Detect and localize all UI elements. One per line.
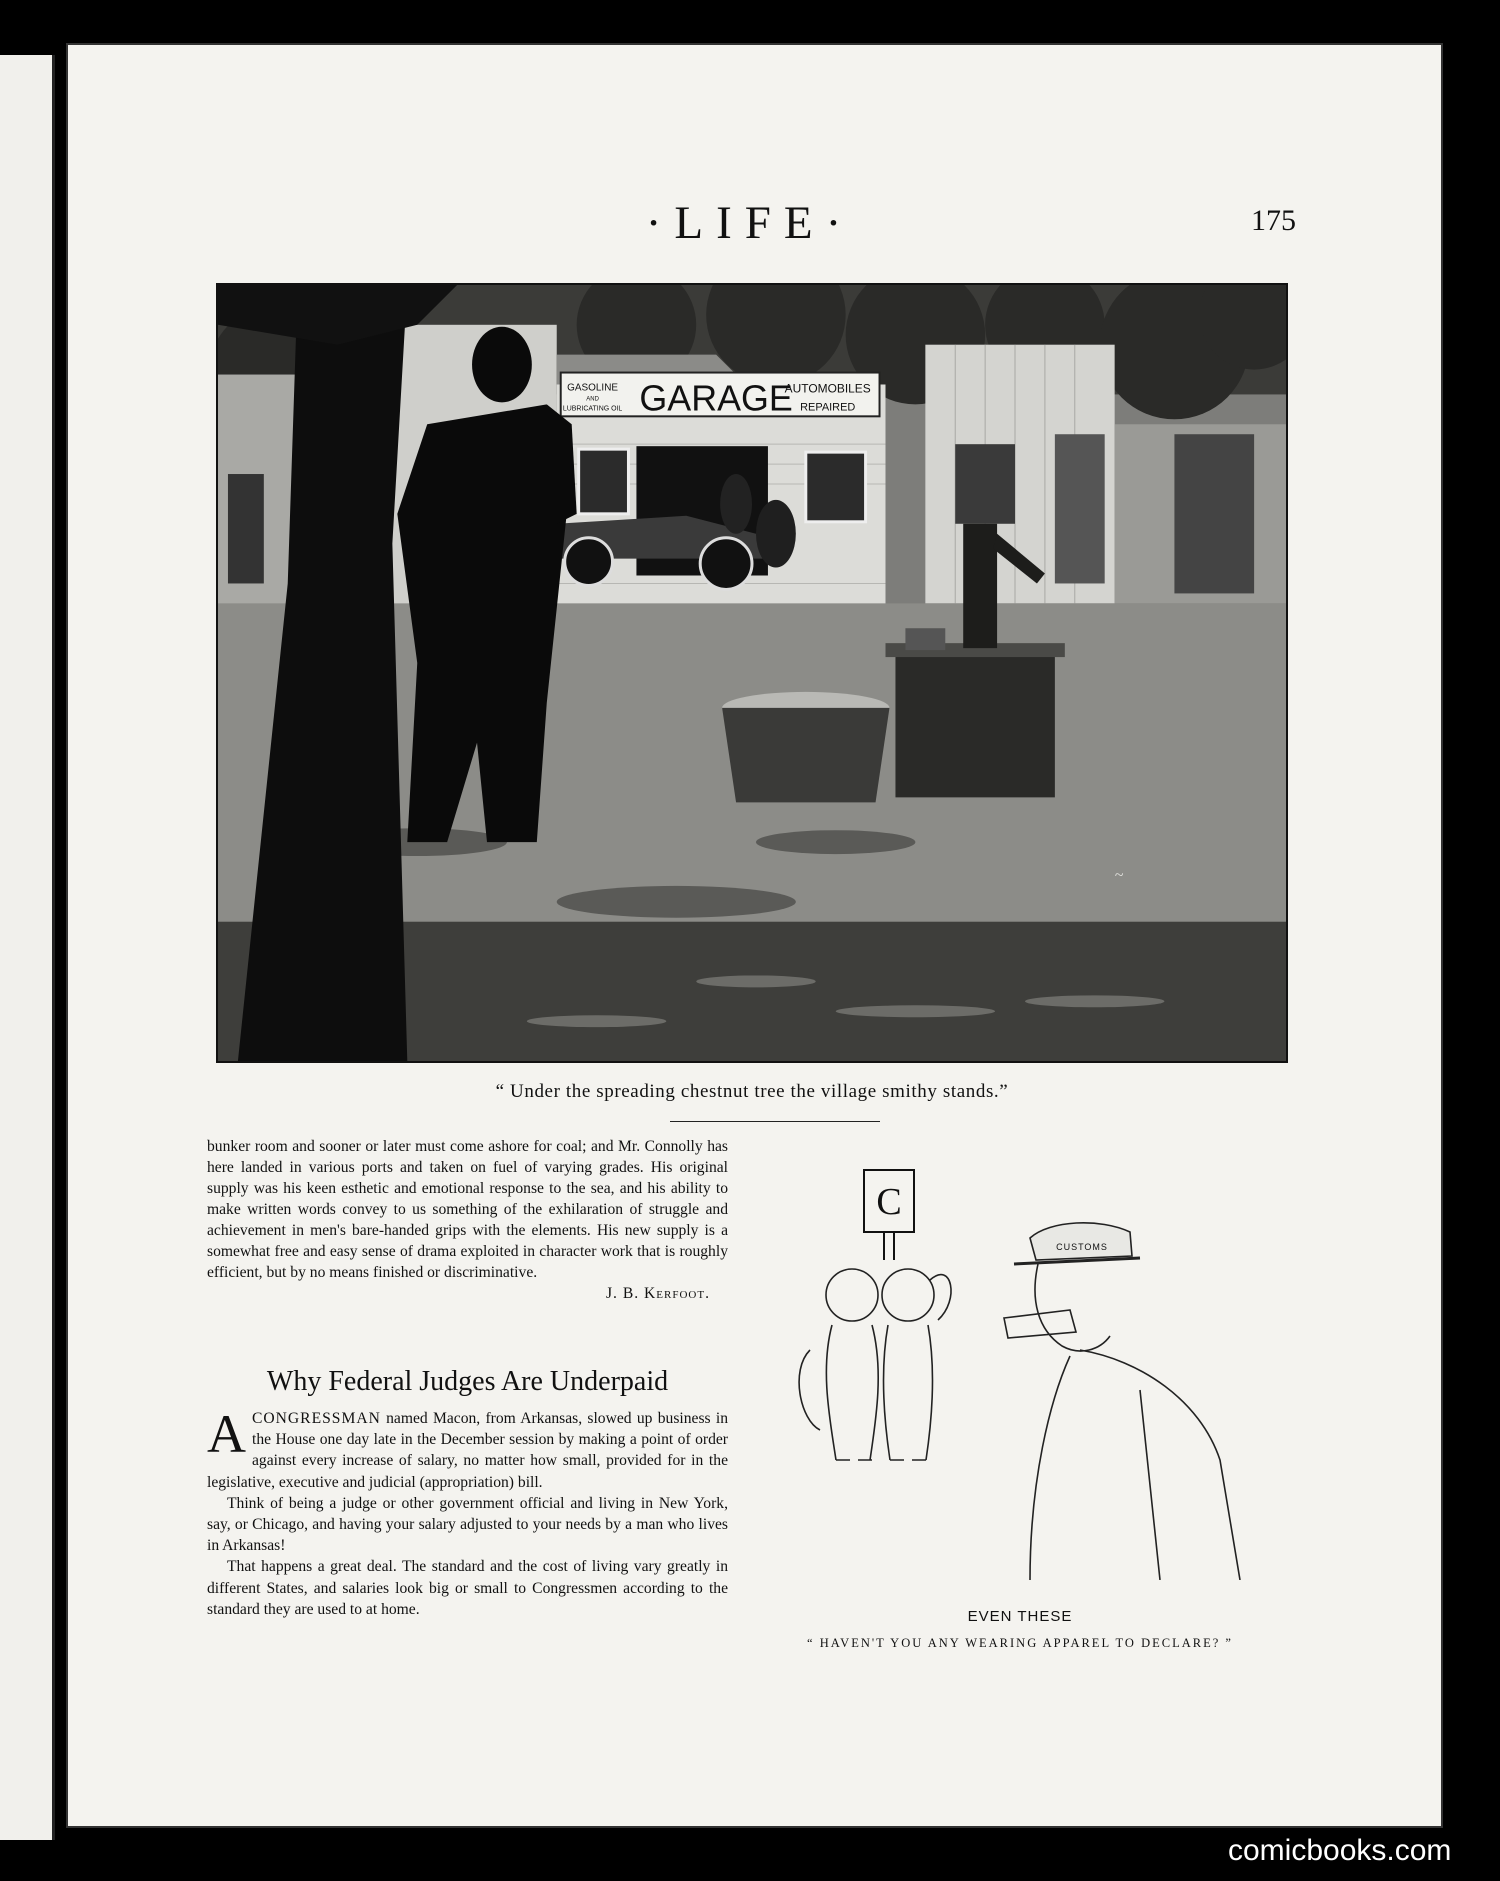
sign-and: AND	[586, 396, 599, 403]
article-paragraph-1	[207, 1404, 728, 1493]
customs-cartoon	[780, 1160, 1260, 1580]
page-number: 175	[1251, 204, 1296, 237]
lead-caps: CONGRESSMAN	[252, 1410, 381, 1427]
cherubs	[799, 1269, 951, 1460]
cap-band-text: CUSTOMS	[1056, 1242, 1108, 1252]
cartoon-caption: “ HAVEN'T YOU ANY WEARING APPAREL TO DECLARE? ”	[807, 1636, 1233, 1650]
cartoon-title: EVEN THESE	[967, 1608, 1073, 1625]
drop-cap: A	[207, 1404, 246, 1464]
illustration-caption: “ Under the spreading chestnut tree the village smithy stands.”	[495, 1081, 1009, 1102]
garage-illustration	[216, 283, 1288, 1063]
customs-officer	[1004, 1223, 1240, 1580]
review-text: bunker room and sooner or later must come ashore for coal; and Mr. Connolly has here landed in various ports and taken on fuel of varying grades. His original supply was his keen esthetic and emotional response to the sea, and his ability to make written words convey to us something of the exhilaration of struggle and achievement in men's bare-handed grips with the elements. His new supply is a somewhat free and easy sense of drama exploited in character work that is roughly efficient, but by no means finished or discriminative.	[207, 1138, 728, 1281]
article-body	[207, 1404, 728, 1620]
sign-lubricating: LUBRICATING OIL	[562, 405, 623, 413]
sign-garage: GARAGE	[639, 378, 793, 419]
article-paragraph-3: That happens a great deal. The standard and the cost of living vary greatly in different States, and salaries look big or small to Congressmen according to the standard they are used to at home.	[207, 1558, 728, 1618]
c-sign-letter: C	[876, 1181, 902, 1223]
facing-page-edge	[0, 55, 55, 1840]
paragraph-1-text: named Macon, from Arkansas, slowed up business in the House one day late in the December session by making a point of order against every increase of salary, no matter how small, provided for in the legislative, executive and judicial (appropriation) bill.	[207, 1410, 728, 1491]
article-title: Why Federal Judges Are Underpaid	[266, 1366, 669, 1397]
sign-gasoline: GASOLINE	[567, 382, 619, 394]
watermark: comicbooks.com	[1228, 1834, 1452, 1867]
divider-rule	[670, 1121, 880, 1122]
garage-scene	[218, 285, 1286, 1061]
artist-signature: ~	[1114, 866, 1124, 884]
sign-repaired: REPAIRED	[800, 401, 856, 414]
masthead: ·LIFE·	[645, 197, 855, 249]
review-column	[207, 1136, 728, 1304]
sign-automobiles: AUTOMOBILES	[784, 381, 871, 396]
cartoon-drawing	[780, 1160, 1260, 1580]
article-paragraph-2: Think of being a judge or other government official and living in New York, say, or Chicago, and having your salary adjusted to your needs by a man who lives in Arkansas!	[207, 1494, 728, 1555]
wash-tub	[722, 692, 889, 802]
review-byline: J. B. Kerfoot.	[605, 1285, 710, 1302]
